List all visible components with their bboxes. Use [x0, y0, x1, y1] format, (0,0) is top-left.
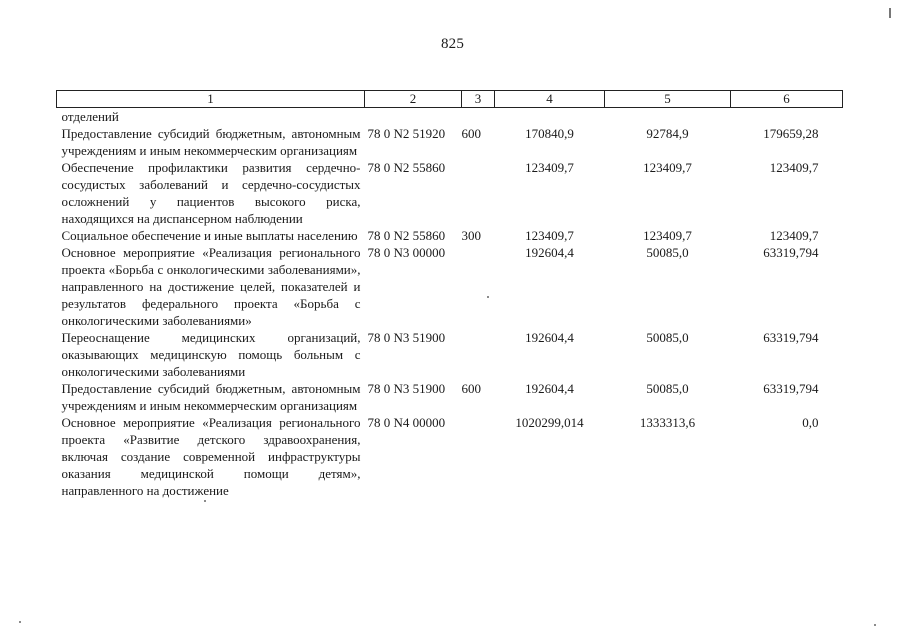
row-description: Обеспечение профилактики развития сердечно-сосудистых заболеваний и сердечно-сосудистых осложнений у пациентов высокого риска, находящихся на диспансерном наблюдении	[61, 160, 361, 226]
scan-speck	[19, 621, 21, 623]
table-header	[57, 91, 843, 108]
row-value-year3: 0,0	[802, 415, 819, 430]
scan-speck	[874, 624, 876, 626]
column-header-3: 3	[462, 91, 495, 108]
row-expense-type	[462, 244, 495, 329]
row-value-year3: 179659,28	[763, 126, 819, 141]
column-header-1: 1	[57, 91, 365, 108]
row-value-year1	[495, 108, 605, 126]
row-expense-type	[462, 329, 495, 380]
row-code: 78 0 N3 51900	[367, 330, 446, 345]
table-row	[57, 159, 843, 227]
row-value-year1: 123409,7	[525, 228, 574, 243]
scan-speck	[487, 296, 489, 298]
row-value-year3: 123409,7	[769, 228, 819, 243]
budget-table	[56, 90, 843, 499]
table-row	[57, 227, 843, 244]
column-header-5: 5	[605, 91, 731, 108]
row-description: Переоснащение медицинских организаций, оказывающих медицинскую помощь больным с онкологическими заболеваниями	[61, 330, 361, 379]
row-value-year1: 192604,4	[525, 381, 574, 396]
row-value-year3: 63319,794	[763, 330, 819, 345]
row-description: отделений	[61, 109, 119, 124]
row-value-year3	[731, 108, 843, 126]
row-value-year1: 123409,7	[525, 160, 574, 175]
row-value-year2: 92784,9	[646, 126, 689, 141]
row-expense-type	[462, 414, 495, 499]
table-body	[57, 108, 843, 500]
table-row	[57, 380, 843, 414]
row-expense-type: 600	[461, 126, 481, 141]
table-row	[57, 125, 843, 159]
row-value-year2	[605, 108, 731, 126]
row-code: 78 0 N3 51900	[367, 381, 446, 396]
row-code	[365, 108, 462, 126]
row-description: Предоставление субсидий бюджетным, автономным учреждениям и иным некоммерческим организациям	[61, 126, 361, 158]
row-description: Основное мероприятие «Реализация регионального проекта «Борьба с онкологическими заболеваниями», направленного на достижение целей, показателей и результатов федерального проекта «Борьба с онкологическими заболеваниями»	[61, 245, 361, 328]
row-code: 78 0 N3 00000	[367, 245, 446, 260]
row-expense-type	[462, 108, 495, 126]
row-code: 78 0 N4 00000	[367, 415, 446, 430]
row-code: 78 0 N2 55860	[367, 160, 446, 175]
row-value-year3: 123409,7	[769, 160, 819, 175]
row-description: Социальное обеспечение и иные выплаты населению	[61, 228, 358, 243]
row-value-year2: 50085,0	[646, 381, 689, 396]
row-value-year1: 192604,4	[525, 245, 574, 260]
row-expense-type: 600	[461, 381, 481, 396]
scan-speck	[204, 500, 206, 502]
row-expense-type: 300	[461, 228, 481, 243]
row-code: 78 0 N2 51920	[367, 126, 446, 141]
header-row	[57, 91, 843, 108]
page-number: 825	[440, 36, 465, 52]
row-value-year3: 63319,794	[763, 381, 819, 396]
column-header-4: 4	[495, 91, 605, 108]
row-value-year2: 123409,7	[643, 160, 692, 175]
table-row	[57, 329, 843, 380]
row-description: Основное мероприятие «Реализация регионального проекта «Развитие детского здравоохранения, включая создание современной инфраструктуры оказания медицинской помощи детям», направленного на достижение	[61, 415, 361, 498]
row-value-year2: 123409,7	[643, 228, 692, 243]
row-value-year1: 1020299,014	[515, 415, 584, 430]
column-header-6: 6	[731, 91, 843, 108]
row-expense-type	[462, 159, 495, 227]
row-value-year3: 63319,794	[763, 245, 819, 260]
table-row	[57, 414, 843, 499]
row-value-year2: 50085,0	[646, 330, 689, 345]
row-value-year1: 170840,9	[525, 126, 574, 141]
row-value-year1: 192604,4	[525, 330, 574, 345]
table-row	[57, 244, 843, 329]
row-description: Предоставление субсидий бюджетным, автономным учреждениям и иным некоммерческим организациям	[61, 381, 361, 413]
table-row	[57, 108, 843, 126]
row-value-year2: 1333313,6	[639, 415, 696, 430]
row-value-year2: 50085,0	[646, 245, 689, 260]
column-header-2: 2	[365, 91, 462, 108]
scan-mark	[889, 8, 891, 18]
row-code: 78 0 N2 55860	[367, 228, 446, 243]
